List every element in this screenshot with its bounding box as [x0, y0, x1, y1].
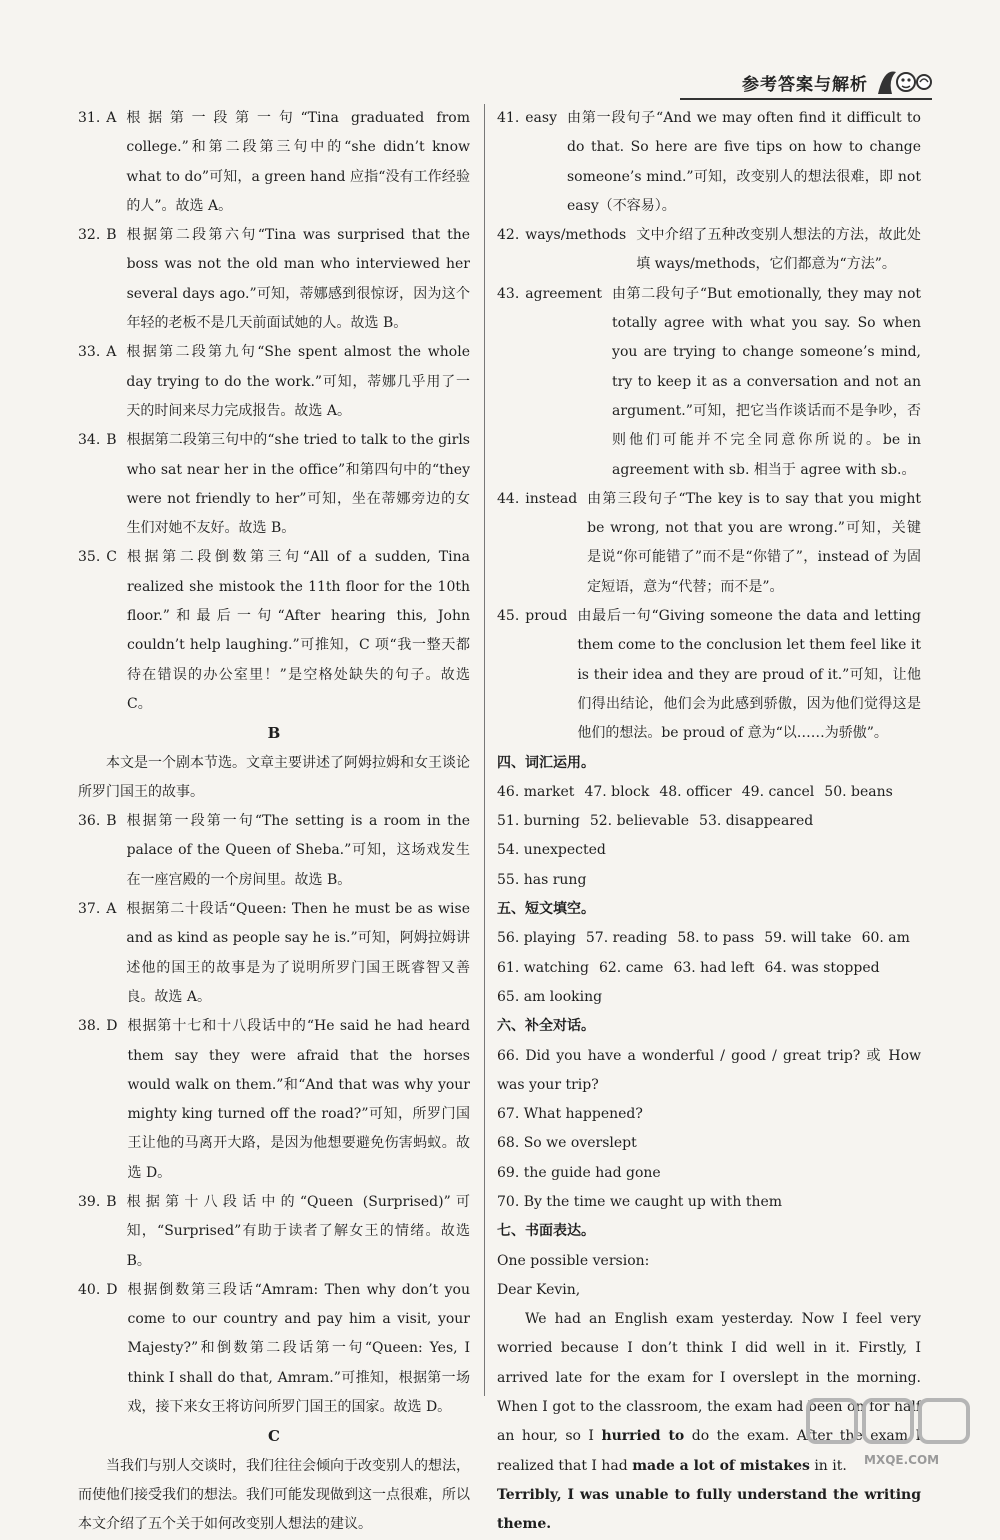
item-explanation: 由第一段句子“And we may often find it difficult to do that. So here are five tips on how to change someone’s mind.”可知，改变别人的想法很难，即 not easy（不容易）。 — [567, 110, 921, 214]
item-answer: B — [106, 432, 117, 449]
dialogue-answer: 70. By the time we caught up with them — [497, 1193, 783, 1210]
answer-item-37 — [78, 895, 470, 1012]
item-number: 44. — [497, 490, 520, 507]
item-number: 41. — [497, 110, 520, 126]
item-explanation: 根据第二段倒数第三句“All of a sudden, Tina realized she mistook the 11th floor for the 10th floor.”和最后一句“After hearing this, John couldn’t help laughing.”可推知，C 项“我一整天都待在错误的办公室里！”是空格处缺失的句子。故选 C。 — [126, 549, 470, 712]
answer-item-35 — [78, 543, 470, 719]
item-explanation: 根据第二段第六句“Tina was surprised that the boss was not the old man who interviewed her several days ago.”可知，蒂娜感到很惊讶，因为这个年轻的老板不是几天前面试她的人。故选 B。 — [126, 227, 470, 332]
vocab-answer: 48. officer — [659, 783, 732, 800]
column-divider — [484, 104, 485, 1396]
item-number: 37. — [78, 901, 101, 918]
item-answer: B — [106, 1193, 117, 1210]
cloze-answer: 64. was stopped — [764, 959, 880, 976]
header-title: 参考答案与解析 — [742, 74, 868, 95]
item-explanation: 由第二段句子“But emotionally, they may not totally agree with what you say. So when you are trying to change someone’s mind, try to keep it as a conversation and not an argument.”可知，把它当作谈话而不是争吵，否则他们可能并不完全同意你所说的。be in agreement with sb. 相当于 agree with sb.。 — [612, 285, 921, 478]
item-explanation: 根据倒数第三段话“Amram: Then why don’t you come to our country and pay him a visit, your Majesty?”和倒数第二段话第一句“Queen: Yes, I think I shall do that, Amram.”可推知，根据第一场戏，接下来女王将访问所罗门国王的国家。故选 D。 — [127, 1281, 470, 1416]
cloze-answer: 65. am looking — [497, 988, 603, 1005]
right-column — [497, 104, 921, 1540]
item-number: 36. — [78, 813, 101, 830]
section-b-heading: B — [267, 724, 281, 743]
vocab-answer: 50. beans — [824, 783, 893, 800]
vocab-row — [497, 778, 921, 807]
answer-item-41 — [497, 104, 921, 221]
item-explanation: 根据第二段第九句“She spent almost the whole day trying to do the work.”可知，蒂娜几乎用了一天的时间来尽力完成报告。故选 A。 — [126, 344, 470, 419]
item-explanation: 由第三段句子“The key is to say that you might be wrong, not that you are wrong.”可知，关键是说“你可能错了”而不是“你错了”，instead of 为固定短语，意为“代替；而不是”。 — [587, 490, 921, 595]
answer-item-34 — [78, 426, 470, 543]
cloze-row — [497, 924, 921, 953]
answer-item-38 — [78, 1012, 470, 1188]
vocab-answer: 53. disappeared — [699, 813, 814, 830]
essay-text: in it. — [809, 1457, 847, 1474]
cloze-answer: 60. am — [861, 930, 910, 947]
answer-item-43 — [497, 280, 921, 485]
essay-key-phrase: made a lot of mistakes — [632, 1457, 810, 1474]
essay-text: We had an English exam yesterday. Now I feel very worried because I don’t think I did well in it. Firstly, I arrived late for the exam for I overslept in the morning. When I got to the classroom, the exam had been on for half an hour, so I — [497, 1311, 921, 1445]
item-answer: D — [106, 1018, 118, 1035]
vocab-row — [497, 866, 921, 895]
item-explanation: 根据第十八段话中的“Queen (Surprised)”可知，“Surprised”有助于读者了解女王的情绪。故选 B。 — [126, 1193, 470, 1269]
answer-item-44 — [497, 485, 921, 602]
cloze-answer: 56. playing — [497, 930, 576, 947]
cloze-answer: 62. came — [598, 959, 664, 976]
essay-text: do the exam. After the exam I realized that I had — [497, 1428, 921, 1474]
cloze-answer: 61. watching — [497, 959, 589, 976]
item-number: 42. — [497, 227, 520, 244]
item-explanation: 根据第十七和十八段话中的“He said he had heard them say they were afraid that the horses would walk on them.”和“And that was why your mighty king turned off the road?”可知，所罗门国王让他的马离开大路，是因为他想要避免伤害蚂蚁。故选 D。 — [127, 1018, 470, 1181]
vocab-answer: 52. believable — [589, 813, 690, 830]
item-number: 45. — [497, 608, 520, 625]
section-5-heading: 五、短文填空。 — [497, 901, 595, 918]
section-7-heading: 七、书面表达。 — [497, 1223, 595, 1240]
dialogue-answer: 68. So we overslept — [497, 1135, 637, 1152]
section-4-heading: 四、词汇运用。 — [497, 754, 595, 771]
answer-item-32 — [78, 221, 470, 338]
item-answer: instead — [525, 490, 578, 507]
vocab-answer: 49. cancel — [741, 783, 815, 800]
section-6-heading: 六、补全对话。 — [497, 1018, 595, 1035]
item-explanation: 根据第二十段话“Queen: Then he must be as wise and as kind as people say he is.”可知，阿姆拉姆讲述他的国王的故事是为了说明所罗门国王既睿智又善良。故选 A。 — [126, 901, 470, 1005]
cloze-answer: 59. will take — [764, 930, 852, 947]
cloze-answer: 58. to pass — [677, 930, 755, 947]
essay-key-phrase: hurried to — [601, 1428, 685, 1445]
vocab-answer: 46. market — [497, 783, 575, 800]
essay-last-line: Terribly, I was unable to fully understand the writing theme. — [497, 1486, 921, 1533]
item-number: 38. — [78, 1018, 101, 1035]
item-answer: B — [106, 227, 117, 244]
vocab-answer: 54. unexpected — [497, 842, 606, 859]
monkey-logo-icon — [874, 64, 932, 100]
section-c-intro: 当我们与别人交谈时，我们往往会倾向于改变别人的想法，而使他们接受我们的想法。我们可能发现做到这一点很难，所以本文介绍了五个关于如何改变别人想法的建议。 — [78, 1457, 470, 1533]
item-explanation: 由最后一句“Giving someone the data and letting them come to the conclusion let them feel like it is their idea and they are proud of it.”可知，让他们得出结论，他们会为此感到骄傲，因为他们觉得这是他们的想法。be proud of 意为“以……为骄傲”。 — [577, 608, 921, 742]
item-number: 35. — [78, 549, 101, 566]
item-answer: ways/methods — [525, 227, 627, 244]
item-answer: easy — [525, 110, 557, 126]
item-answer: agreement — [525, 285, 603, 302]
page-header — [742, 62, 932, 102]
item-explanation: 根据第二段第三句中的“she tried to talk to the girls who sat near her in the office”和第四句中的“they were not friendly to her”可知，坐在蒂娜旁边的女生们对她不友好。故选 B。 — [126, 432, 470, 537]
answer-item-45 — [497, 602, 921, 748]
item-number: 43. — [497, 285, 520, 302]
item-answer: C — [106, 549, 117, 566]
watermark-logo-icon — [804, 1396, 976, 1472]
vocab-answer: 47. block — [584, 783, 650, 800]
item-number: 34. — [78, 432, 101, 449]
answer-item-33 — [78, 338, 470, 426]
answer-item-39 — [78, 1188, 470, 1276]
section-c-heading: C — [268, 1427, 280, 1446]
cloze-answer: 63. had left — [673, 959, 755, 976]
dialogue-answer: 69. the guide had gone — [497, 1164, 661, 1181]
item-answer: A — [106, 110, 117, 126]
cloze-row — [497, 954, 921, 983]
vocab-answer: 51. burning — [497, 813, 580, 830]
cloze-row — [497, 983, 921, 1012]
item-number: 40. — [78, 1281, 101, 1298]
answer-item-40 — [78, 1276, 470, 1422]
cloze-answer: 57. reading — [585, 930, 668, 947]
watermark-text: MXQE.COM — [864, 1453, 940, 1467]
dialogue-answer: 66. Did you have a wonderful / good / great trip? 或 How was your trip? — [497, 1047, 921, 1093]
item-number: 32. — [78, 227, 101, 244]
item-answer: B — [106, 813, 117, 830]
item-number: 33. — [78, 344, 101, 361]
answer-item-31 — [78, 104, 470, 221]
answer-item-42 — [497, 221, 921, 280]
item-answer: proud — [525, 608, 568, 625]
item-answer: A — [106, 344, 117, 361]
item-number: 31. — [78, 110, 101, 126]
essay-version-label: One possible version: — [497, 1252, 650, 1269]
answer-item-36 — [78, 807, 470, 895]
essay-greeting: Dear Kevin, — [497, 1281, 581, 1298]
item-answer: A — [106, 901, 117, 918]
section-b-intro: 本文是一个剧本节选。文章主要讲述了阿姆拉姆和女王谈论所罗门国王的故事。 — [78, 754, 470, 800]
header-rule — [680, 98, 932, 100]
item-explanation: 根据第一段第一句“Tina graduated from college.”和第二段第三句中的“she didn’t know what to do”可知，a green hand 应指“没有工作经验的人”。故选 A。 — [126, 110, 470, 214]
dialogue-answer: 67. What happened? — [497, 1106, 643, 1123]
vocab-row — [497, 807, 921, 866]
item-explanation: 文中介绍了五种改变别人想法的方法，故此处填 ways/methods，它们都意为“方法”。 — [636, 227, 921, 273]
item-explanation: 根据第一段第一句“The setting is a room in the palace of the Queen of Sheba.”可知，这场戏发生在一座宫殿的一个房间里。故选 B。 — [126, 813, 470, 888]
vocab-answer: 55. has rung — [497, 871, 587, 888]
item-answer: D — [106, 1281, 118, 1298]
left-column — [78, 104, 470, 1540]
item-number: 39. — [78, 1193, 101, 1210]
